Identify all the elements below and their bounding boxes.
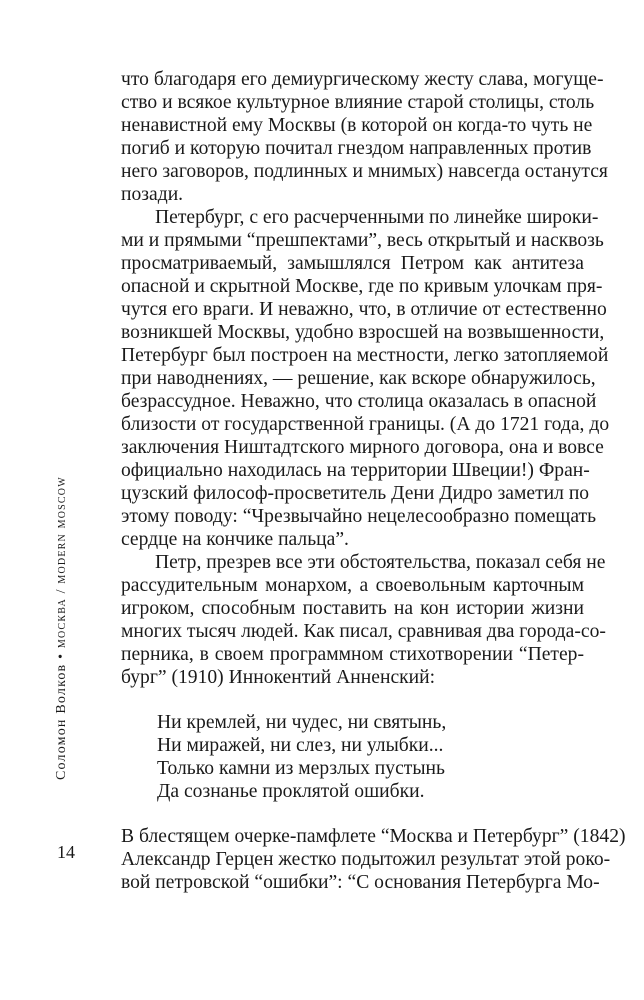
verse-line: Ни кремлей, ни чудес, ни святынь, bbox=[157, 712, 447, 733]
text-line: ненавистной ему Москвы (в которой он когда-то чуть не bbox=[121, 115, 593, 136]
verse-line: Да сознанье проклятой ошибки. bbox=[157, 781, 425, 802]
text-line: него заговоров, подлинных и мнимых) навсегда останутся bbox=[121, 161, 608, 182]
running-head-author: Соломон Волков bbox=[54, 663, 69, 780]
running-head-title: москва / modern moscow bbox=[54, 476, 69, 649]
text-line: официально находилась на территории Швеции!) Фран- bbox=[121, 460, 590, 481]
text-line: ми и прямыми “прешпектами”, весь открытый и насквозь bbox=[121, 230, 604, 251]
text-line: перника, в своем программном стихотворении “Петер- bbox=[121, 644, 584, 665]
text-line: что благодаря его демиургическому жесту слава, могуще- bbox=[121, 69, 604, 90]
text-line: бург” (1910) Иннокентий Анненский: bbox=[121, 667, 436, 688]
text-line: Александр Герцен жестко подытожил результат этой роко- bbox=[121, 849, 611, 870]
text-line: В блестящем очерке-памфлете “Москва и Петербург” (1842) bbox=[121, 826, 626, 847]
text-line: Петр, презрев все эти обстоятельства, показал себя не bbox=[155, 552, 606, 573]
text-line: рассудительным монархом, а своевольным карточным bbox=[121, 575, 584, 596]
verse-line: Только камни из мерзлых пустынь bbox=[157, 758, 445, 779]
verse-quote bbox=[121, 711, 584, 803]
text-line: игроком, способным поставить на кон истории жизни bbox=[121, 598, 584, 619]
text-line: этому поводу: “Чрезвычайно нецелесообразно помещать bbox=[121, 506, 597, 527]
text-line: заключения Ништадтского мирного договора, она и вовсе bbox=[121, 437, 604, 458]
text-line: ство и всякое культурное влияние старой столицы, столь bbox=[121, 92, 595, 113]
text-line: погиб и которую почитал гнездом направленных против bbox=[121, 138, 592, 159]
text-line: возникшей Москвы, удобно взросшей на возвышенности, bbox=[121, 322, 605, 343]
text-line: при наводнениях, — решение, как вскоре обнаружилось, bbox=[121, 368, 596, 389]
running-head-bullet: • bbox=[54, 648, 69, 664]
text-line: сердце на кончике пальца”. bbox=[121, 529, 349, 550]
text-line: опасной и скрытной Москве, где по кривым улочкам пря- bbox=[121, 276, 603, 297]
paragraph-4 bbox=[121, 825, 626, 894]
paragraph-1 bbox=[121, 68, 608, 206]
text-line: Петербург, с его расчерченными по линейке широки- bbox=[155, 207, 599, 228]
page-number: 14 bbox=[57, 842, 75, 862]
paragraph-3 bbox=[121, 551, 606, 689]
body-text bbox=[121, 68, 626, 894]
verse-line: Ни миражей, ни слез, ни улыбки... bbox=[157, 735, 444, 756]
text-line: многих тысяч людей. Как писал, сравнивая два города-со- bbox=[121, 621, 606, 642]
running-head bbox=[54, 80, 70, 780]
text-line: вой петровской “ошибки”: “С основания Петербурга Мо- bbox=[121, 872, 600, 893]
text-line: просматриваемый, замышлялся Петром как антитеза bbox=[121, 253, 584, 274]
paragraph-2 bbox=[121, 206, 610, 551]
text-line: безрассудное. Неважно, что столица оказалась в опасной bbox=[121, 391, 597, 412]
text-line: позади. bbox=[121, 184, 184, 205]
text-line: Петербург был построен на местности, легко затопляемой bbox=[121, 345, 609, 366]
text-line: чутся его враги. И неважно, что, в отличие от естественно bbox=[121, 299, 607, 320]
text-line: близости от государственной границы. (А до 1721 года, до bbox=[121, 414, 610, 435]
text-line: цузский философ-просветитель Дени Дидро заметил по bbox=[121, 483, 590, 504]
